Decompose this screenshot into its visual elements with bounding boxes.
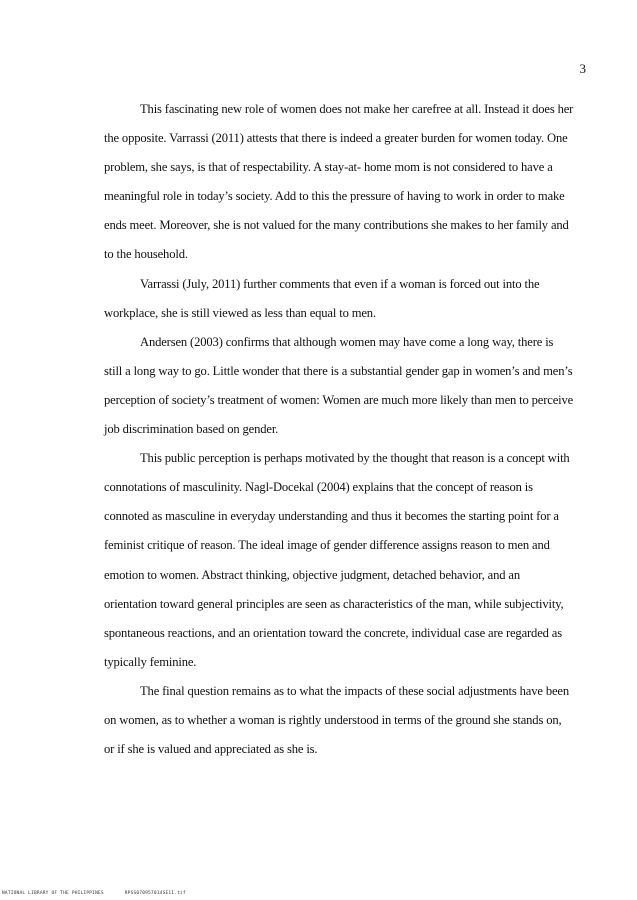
paragraph-2: Varrassi (July, 2011) further comments that even if a woman is forced out into the workplace, she is still viewed as less than equal to men. — [104, 276, 540, 320]
page-number: 3 — [579, 61, 586, 76]
body-text — [104, 95, 574, 764]
paragraph-4: This public perception is perhaps motivated by the thought that reason is a concept with connotations of masculinity. Nagl-Docekal (2004) explains that the concept of reason is connoted as masculine in everyday understanding and thus it becomes the starting point for a feminist critique of reason. The ideal image of gender difference assigns reason to men and emotion to women. Abstract thinking, objective judgment, detached behavior, and an orientation toward general principles are seen as characteristics of the man, while subjectivity, spontaneous reactions, and an orientation toward the concrete, individual case are regarded as typically feminine. — [104, 451, 570, 669]
paragraph-3: Andersen (2003) confirms that although women may have come a long way, there is still a long way to go. Little wonder that there is a substantial gender gap in women’s and men’s perception of society’s treatment of women: Women are much more likely than men to perceive job discrimination based on gender. — [104, 334, 574, 437]
footer-library: NATIONAL LIBRARY OF THE PHILIPPINES — [2, 891, 104, 896]
paragraph-5: The final question remains as to what the impacts of these social adjustments have been on women, as to whether a woman is rightly understood in terms of the ground she stands on, or if she is valued and appreciated as she is. — [104, 683, 570, 757]
paragraph-1: This fascinating new role of women does not make her carefree at all. Instead it does her the opposite. Varrassi (2011) attests that there is indeed a greater burden for women today. One problem, she says, is that of respectability. A stay-at- home mom is not considered to have a meaningful role in today’s society. Add to this the pressure of having to work in order to make ends meet. Moreover, she is not valued for the many contributions she makes to her family and to the household. — [104, 102, 574, 262]
scan-footer — [2, 891, 204, 896]
footer-file: RPSS070957014SE11.tif — [124, 891, 186, 896]
